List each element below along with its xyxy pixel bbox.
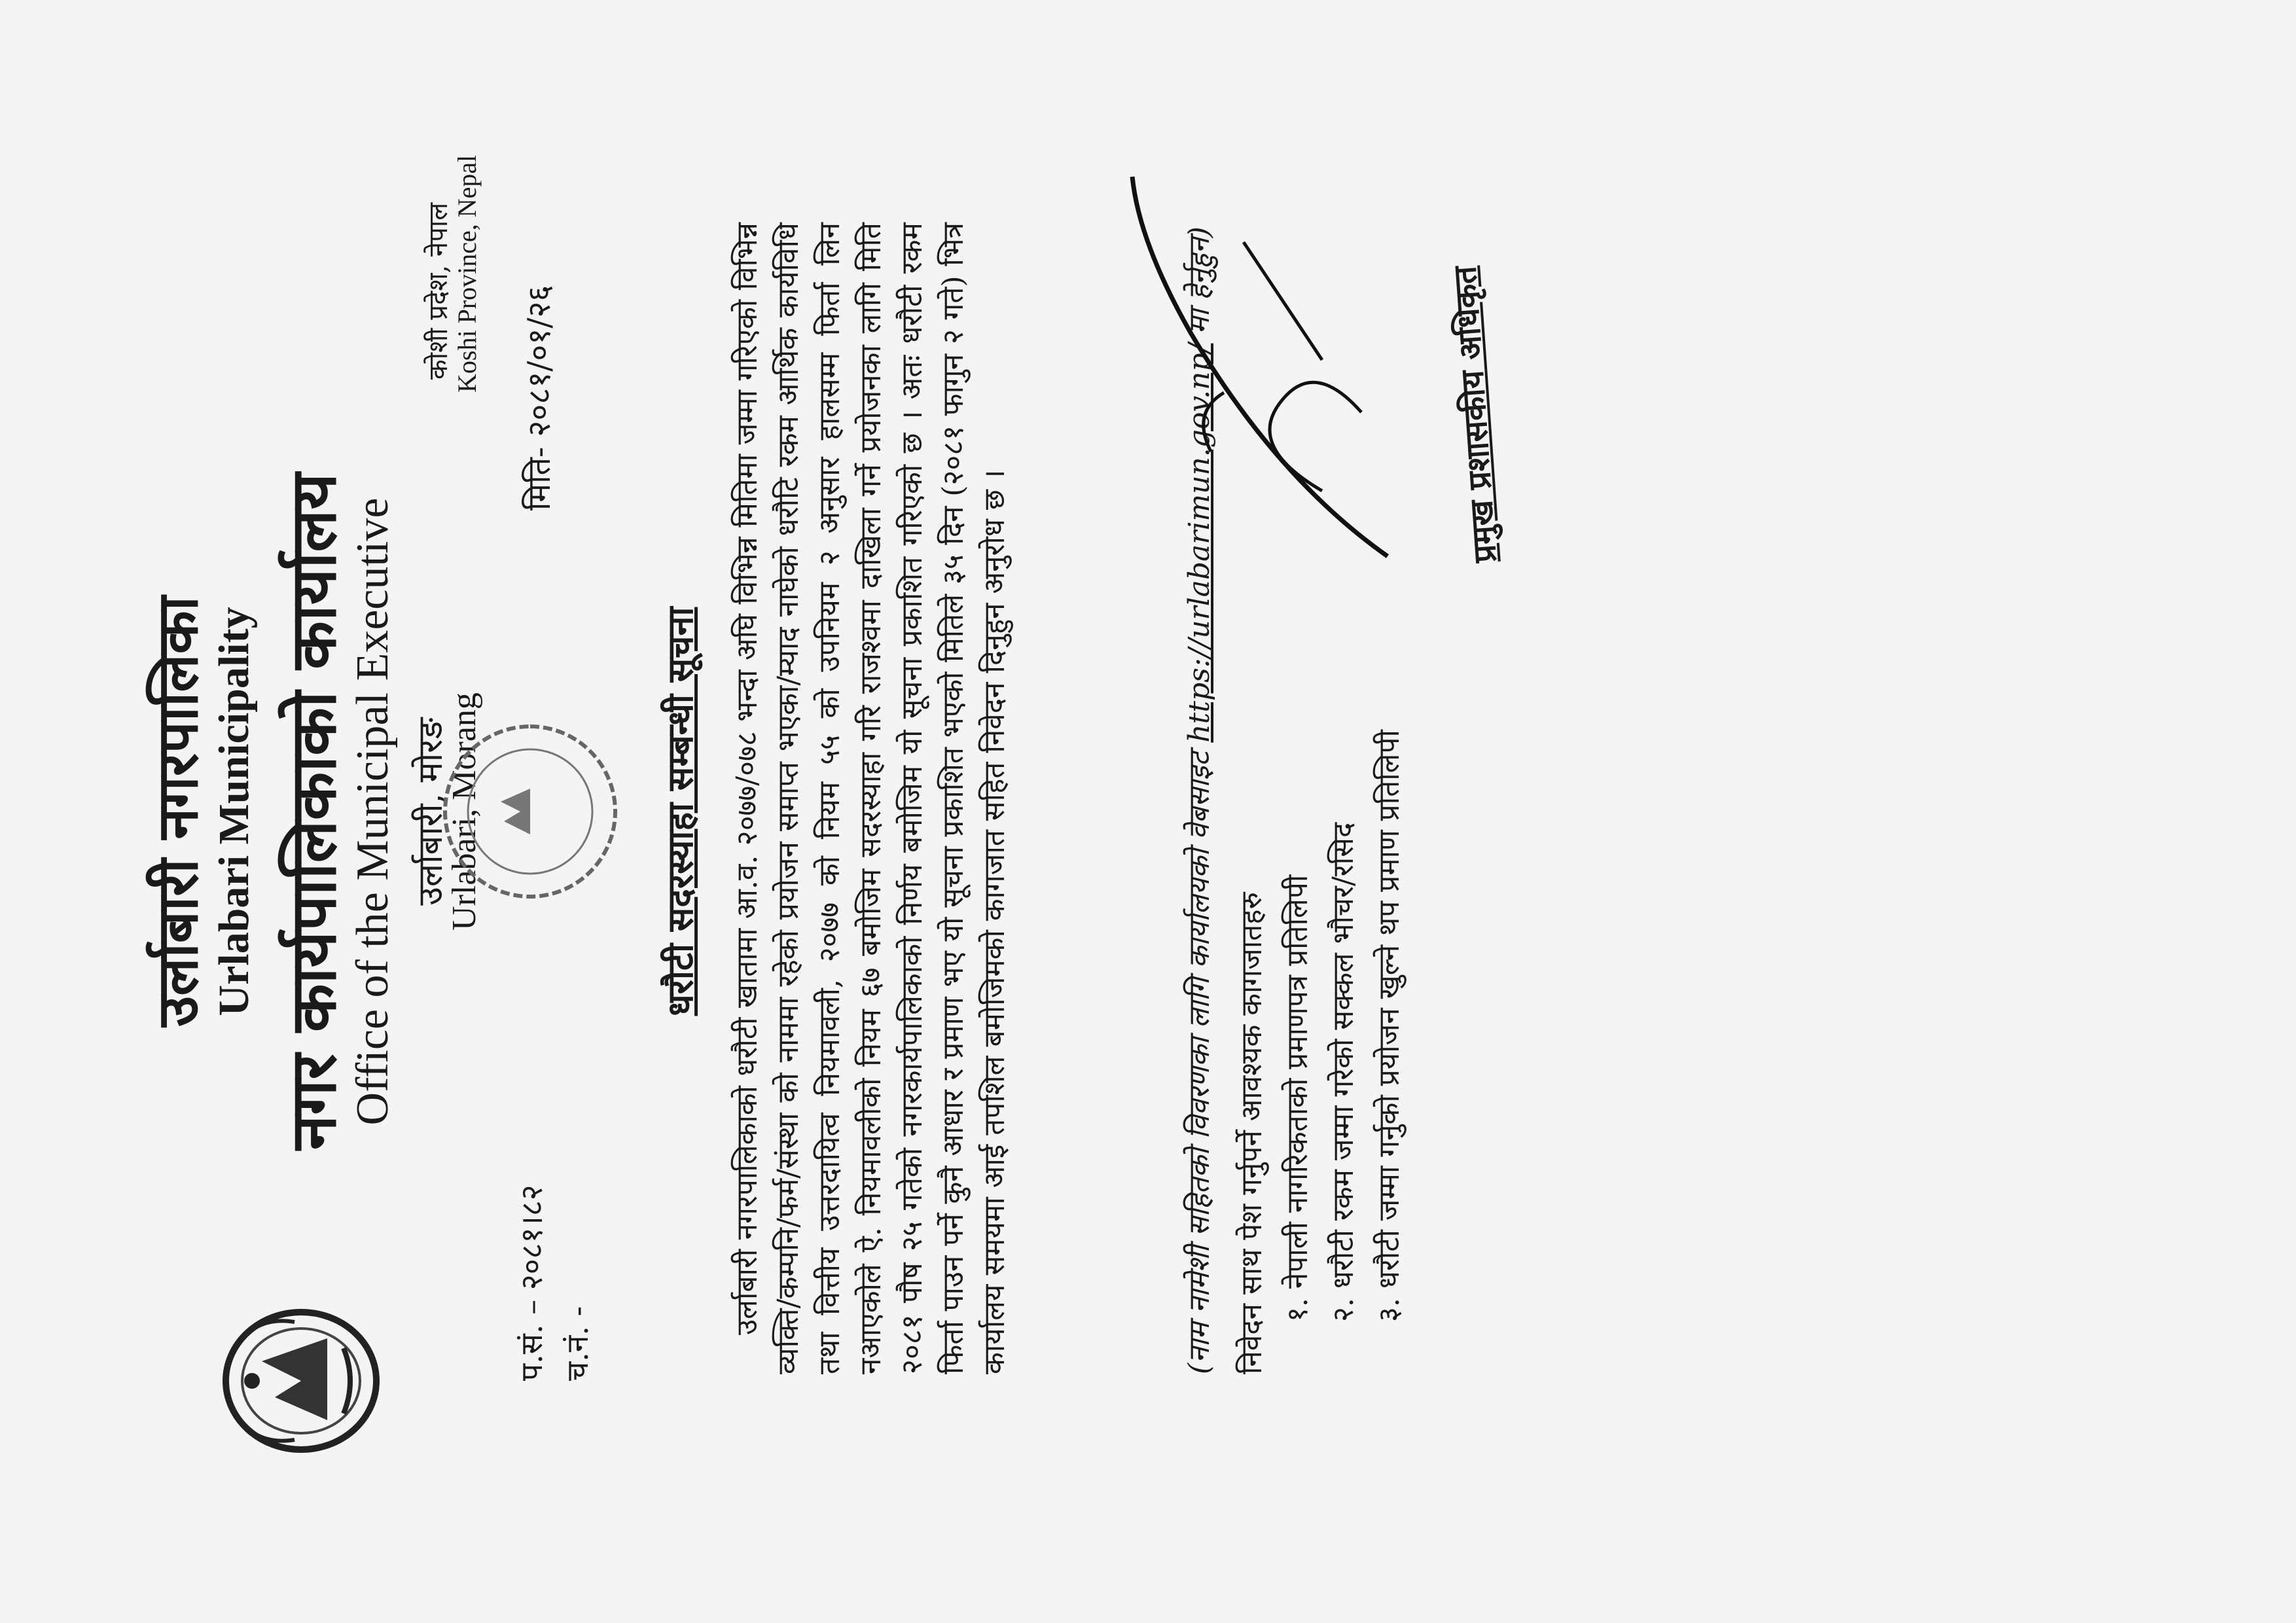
required-document-item: १. नेपाली नागरिकताको प्रमाणपत्र प्रतिलिपी: [1281, 874, 1314, 1322]
province-nepali: कोशी प्रदेश, नेपाल: [423, 202, 454, 380]
required-documents-heading: निवेदन साथ पेश गर्नुपर्ने आवश्यक कागजातहरु: [1235, 892, 1268, 1374]
place-nepali: उर्लाबारी, मोरङ: [411, 717, 450, 906]
handwritten-signature: [1113, 151, 1440, 609]
notice-body: [726, 223, 1015, 1374]
notice-subject: धरौटी सदरस्याहा सम्बन्धी सूचना: [659, 607, 701, 1016]
municipality-name-english: Urlabari Municipality: [210, 607, 258, 1016]
notice-paragraph: उर्लाबारी नगरपालिकाको धरौटी खातामा आ.व. २०७७/०७८ भन्दा अघि विभिन्न मितिमा जम्मा गरिएको विभिन्न व्यक्ति/कम्पनि/फर्म/संस्था को नाममा रहेको प्रयोजन समाप्त भएका/म्याद नाघेको धरौटि रकम आर्थिक कार्यविधि तथा वित्तीय उत्तरदायित्व नियमावली, २०७७ को नियम ५५ को उपनियम २ अनुसार हालसम्म फिर्ता लिन नआएकोले ऐ. नियमावलीको नियम ६७ बमोजिम सदरस्याहा गरि राजश्वमा दाखिला गर्ने प्रयोजनका लागि मिति २०८१ पौष २५ गतेको नगरकार्यपालिकाको निर्णय बमोजिम यो सूचना प्रकाशित गरिएको छ । अतः धरौटी रकम फिर्ता पाउन पर्ने कुनै आधार र प्रमाण भए यो सूचना प्रकाशित भएको मितिले ३५ दिन (२०८१ फागुन २ गते) भित्र कार्यालय समयमा आई तपशिल बमोजिमको कागजात सहित निवेदन दिनुहुन अनुरोध छ ।: [730, 223, 1011, 1374]
municipality-name-nepali: उर्लाबारी नगरपालिका: [145, 596, 211, 1027]
office-stamp-seal: [432, 713, 628, 910]
place-english: Urlabari, Morang: [446, 692, 483, 931]
province-english: Koshi Province, Nepal: [452, 154, 482, 393]
required-document-item: २. धरौटी रकम जम्मा गरेको सक्कल भौचर/रसिद: [1327, 822, 1360, 1322]
website-note-suffix: मा हेर्नुहुन): [1183, 226, 1216, 334]
website-link[interactable]: https://urlabarimun.gov.np/: [1183, 343, 1216, 743]
office-name-nepali: नगर कार्यपालिकाको कार्यालय: [276, 473, 350, 1150]
dispatch-number: च.नं. -: [560, 1306, 595, 1381]
required-document-item: ३. धरौटी जम्मा गर्नुको प्रयोजन खुल्ने थप प्रमाण प्रतिलिपी: [1372, 730, 1406, 1322]
letter-reference-number: प.सं. – २०८१।८२: [514, 1185, 549, 1381]
signatory-title: प्रमुख प्रशासकीय अधिकृत: [1446, 264, 1504, 564]
website-note-prefix: (नाम नामेशी सहितको विवरणका लागि कार्यालयको वेबसाइट: [1183, 751, 1216, 1374]
letter-date: मिति- २०८१/०१/२६: [521, 285, 558, 510]
office-name-english: Office of the Municipal Executive: [348, 497, 398, 1126]
